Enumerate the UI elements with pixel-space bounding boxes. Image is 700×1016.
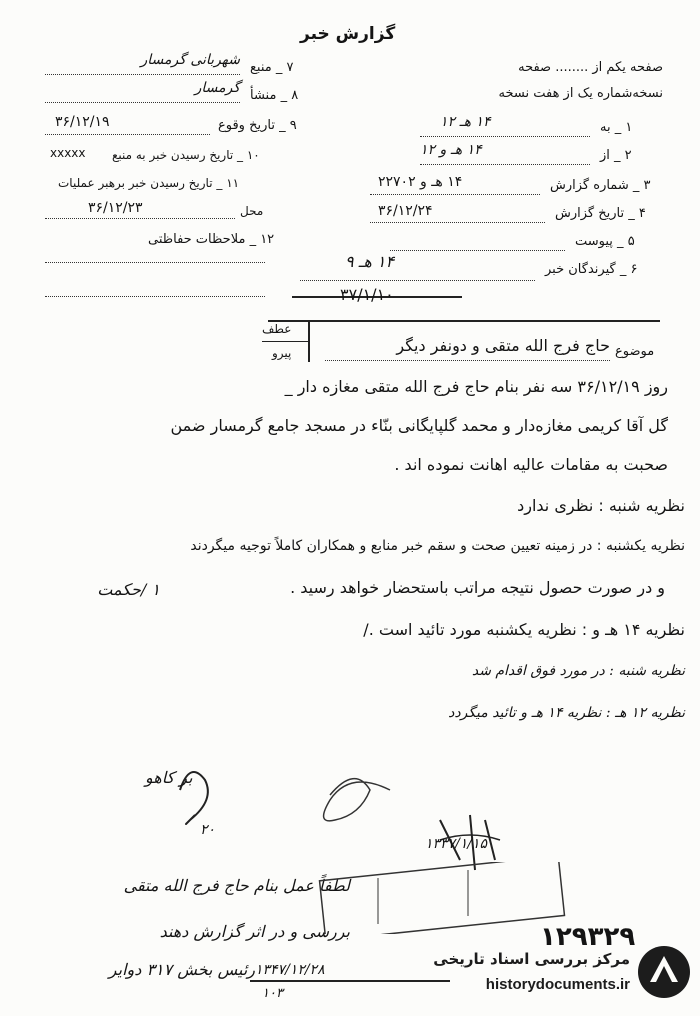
signature-1: ﺑﺮ ﮐﺎﻫﻮ	[145, 768, 193, 787]
piro-label: پیرو	[272, 346, 292, 360]
subject-value: حاج فرج الله متقی و دونفر دیگر	[396, 336, 610, 355]
body-line-1: روز ۳۶/۱۲/۱۹ سه نفر بنام حاج فرج الله متقی مغازه دار _	[284, 377, 668, 396]
received-source-label: ۱۰ _ تاریخ رسیدن خبر به منبع	[112, 148, 260, 162]
report-date-label: ۴ _ تاریخ گزارش	[555, 206, 646, 221]
subject-line	[325, 360, 610, 361]
archive-logo-icon	[636, 944, 692, 1000]
event-date-line	[45, 134, 210, 135]
recipients-label: ۶ _ گیرندگان خبر	[545, 262, 638, 277]
body-line-2: گل آقا کریمی مغازه‌دار و محمد گلپایگانی بنّاء در مسجد جامع گرمسار ضمن	[170, 416, 668, 435]
notes-line-1	[45, 262, 265, 263]
source-value: شهربانی گرمسار	[140, 52, 240, 68]
page-field: صفحه یکم از ........ صفحه	[518, 60, 663, 75]
stamp-date-2: ۱۳۳۷/۱/۱۵	[425, 836, 488, 852]
signature-2: ۲۰	[200, 822, 216, 838]
recipients-value: ۱۴ هـ ۹	[345, 252, 395, 271]
handwritten-bottom-1: ۱۳۴۷/۱۲/۲۸	[255, 962, 325, 978]
received-ops-label: ۱۱ _ تاریخ رسیدن خبر برهبر عملیات	[58, 176, 240, 190]
from-value: ۱۴ هـ و ۱۲	[420, 142, 482, 158]
watermark-title: مرکز بررسی اسناد تاریخی	[433, 950, 630, 968]
header-separator	[268, 320, 660, 322]
report-no-line	[370, 194, 540, 195]
sunday-opinion-signature: ۱ /حکمت	[97, 580, 160, 599]
ops-place-label: محل	[240, 204, 264, 218]
atf-label: عطف	[262, 322, 292, 336]
origin-label: ۸ _ منشأ	[250, 88, 299, 103]
source-line	[45, 74, 240, 75]
received-ops-value: ۳۶/۱۲/۲۳	[88, 200, 143, 216]
copy-field: نسخه‌شماره یک از هفت نسخه	[498, 86, 663, 101]
event-date-value: ۳۶/۱۲/۱۹	[55, 114, 110, 130]
origin-line	[45, 102, 240, 103]
atf-piro-divider	[262, 341, 308, 342]
handwritten-opinion-2: نظریه ۱۲ هـ : نظریه ۱۴ هـ و تائید میگردد	[448, 705, 685, 721]
subject-label: موضوع	[615, 344, 655, 359]
saturday-opinion: نظریه شنبه : نظری ندارد	[517, 496, 685, 515]
report-date-value: ۳۶/۱۲/۲۴	[378, 203, 433, 219]
stamp-date: ۳۷/۱/۱۰	[340, 285, 394, 304]
from-line	[420, 164, 590, 165]
notes-line-2	[45, 296, 265, 297]
notes-label: ۱۲ _ ملاحظات حفاظتی	[148, 232, 275, 247]
event-date-label: ۹ _ تاریخ وقوع	[218, 118, 297, 133]
received-ops-line	[45, 218, 235, 219]
body-line-3: صحبت به مقامات عالیه اهانت نموده اند .	[394, 455, 668, 474]
sunday-opinion-line-2: و در صورت حصول نتیجه مراتب باستحضار خواهد رسید .	[290, 578, 665, 597]
report-title: گزارش خبر	[300, 24, 396, 44]
handwritten-bottom-2: ۱۰۳	[262, 986, 283, 1001]
recipients-line	[300, 280, 535, 281]
report-no-label: ۳ _ شماره گزارش	[550, 178, 651, 193]
to-line	[420, 136, 590, 137]
attachment-line	[390, 250, 565, 251]
report-no-value: ۱۴ هـ و ۲۲۷۰۲	[378, 174, 463, 190]
report-date-line	[370, 222, 545, 223]
handwritten-order-2: بررسی و در اثر گزارش دهند	[159, 922, 350, 941]
from-label: ۲ _ از	[600, 148, 632, 163]
sunday-opinion-line-1: نظریه یکشنبه : در زمینه تعیین صحت و سقم خبر منابع و همکاران کاملاً توجیه میگردند	[190, 538, 685, 554]
handwritten-order-3: رئیس بخش ۳۱۷ دوایر	[108, 960, 255, 979]
registration-stamp	[318, 862, 568, 934]
handwritten-order-1: لطفاً عمل بنام حاج فرج الله متقی	[123, 876, 350, 895]
watermark-url: historydocuments.ir	[485, 976, 630, 993]
dept-opinion: نظریه ۱۴ هـ و : نظریه یکشنبه مورد تائید است ./	[363, 620, 685, 639]
registration-number: ۱۲۹۳۲۹	[540, 922, 636, 952]
to-label: ۱ _ به	[600, 120, 633, 135]
source-label: ۷ _ منبع	[250, 60, 294, 75]
origin-value: گرمسار	[194, 80, 240, 96]
watermark	[422, 938, 692, 1006]
attachment-label: ۵ _ پیوست	[575, 234, 635, 249]
bottom-underline	[250, 980, 450, 982]
to-value: ۱۴ هـ ۱۲	[440, 114, 491, 130]
handwritten-opinion-1: نظریه شنبه : در مورد فوق اقدام شد	[471, 663, 685, 679]
received-source-value: xxxxx	[50, 146, 86, 160]
subject-divider	[308, 322, 310, 362]
